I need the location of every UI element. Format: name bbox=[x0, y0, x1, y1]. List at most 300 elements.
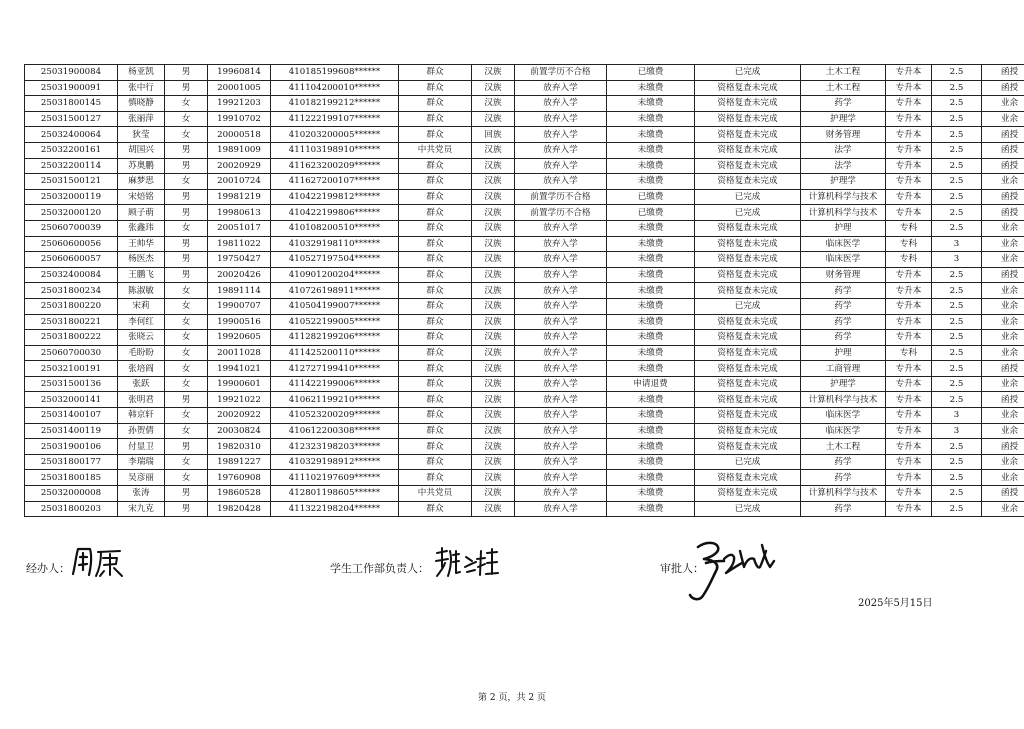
table-cell: 汉族 bbox=[472, 80, 515, 96]
table-cell: 女 bbox=[165, 423, 208, 439]
table-cell: 群众 bbox=[399, 454, 472, 470]
table-cell: 25031800222 bbox=[25, 330, 118, 346]
table-cell: 专科 bbox=[886, 220, 932, 236]
table-cell: 王帅华 bbox=[118, 236, 165, 252]
table-cell: 20020426 bbox=[208, 267, 271, 283]
table-cell: 专升本 bbox=[886, 298, 932, 314]
table-cell: 护理学 bbox=[801, 174, 886, 190]
table-cell: 411102197609****** bbox=[271, 470, 399, 486]
table-cell: 前置学历不合格 bbox=[515, 205, 607, 221]
table-cell: 25060700039 bbox=[25, 220, 118, 236]
table-cell: 张晓云 bbox=[118, 330, 165, 346]
table-cell: 男 bbox=[165, 392, 208, 408]
table-row bbox=[25, 142, 1024, 158]
table-cell: 专升本 bbox=[886, 96, 932, 112]
page-footer: 第 2 页，共 2 页 bbox=[478, 693, 546, 703]
table-cell: 未缴费 bbox=[607, 80, 695, 96]
table-row bbox=[25, 423, 1024, 439]
table-cell: 男 bbox=[165, 158, 208, 174]
table-cell: 男 bbox=[165, 486, 208, 502]
table-cell: 19820428 bbox=[208, 501, 271, 517]
table-cell: 前置学历不合格 bbox=[515, 189, 607, 205]
table-row bbox=[25, 80, 1024, 96]
table-cell: 20020922 bbox=[208, 408, 271, 424]
table-cell: 放弃入学 bbox=[515, 174, 607, 190]
table-cell: 汉族 bbox=[472, 486, 515, 502]
table-cell: 财务管理 bbox=[801, 267, 886, 283]
table-cell: 护理 bbox=[801, 345, 886, 361]
table-cell: 2.5 bbox=[932, 283, 982, 299]
table-cell: 25031400107 bbox=[25, 408, 118, 424]
table-cell: 张中行 bbox=[118, 80, 165, 96]
table-cell: 汉族 bbox=[472, 252, 515, 268]
handler-label: 经办人： bbox=[26, 562, 70, 575]
table-row bbox=[25, 314, 1024, 330]
table-cell: 女 bbox=[165, 345, 208, 361]
approval-date: 2025年5月15日 bbox=[858, 598, 933, 609]
table-cell: 412323198203****** bbox=[271, 439, 399, 455]
table-cell: 汉族 bbox=[472, 470, 515, 486]
table-cell: 2.5 bbox=[932, 267, 982, 283]
table-cell: 已完成 bbox=[695, 205, 801, 221]
table-cell: 女 bbox=[165, 283, 208, 299]
table-cell: 护理学 bbox=[801, 376, 886, 392]
table-cell: 411282199206****** bbox=[271, 330, 399, 346]
table-cell: 放弃入学 bbox=[515, 80, 607, 96]
table-cell: 2.5 bbox=[932, 330, 982, 346]
table-cell: 业余 bbox=[982, 423, 1024, 439]
table-cell: 慎晓静 bbox=[118, 96, 165, 112]
table-cell: 已缴费 bbox=[607, 65, 695, 81]
table-cell: 2.5 bbox=[932, 314, 982, 330]
table-cell: 男 bbox=[165, 252, 208, 268]
table-cell: 410621199210****** bbox=[271, 392, 399, 408]
table-cell: 专升本 bbox=[886, 330, 932, 346]
table-cell: 未缴费 bbox=[607, 439, 695, 455]
table-cell: 410329198912****** bbox=[271, 454, 399, 470]
table-cell: 未缴费 bbox=[607, 267, 695, 283]
table-cell: 女 bbox=[165, 408, 208, 424]
table-cell: 汉族 bbox=[472, 376, 515, 392]
table-cell: 2.5 bbox=[932, 392, 982, 408]
table-cell: 张涛 bbox=[118, 486, 165, 502]
table-cell: 19980613 bbox=[208, 205, 271, 221]
table-cell: 放弃入学 bbox=[515, 439, 607, 455]
table-cell: 25032400064 bbox=[25, 127, 118, 143]
table-cell: 25031800220 bbox=[25, 298, 118, 314]
table-cell: 男 bbox=[165, 205, 208, 221]
table-cell: 土木工程 bbox=[801, 65, 886, 81]
table-cell: 25031500121 bbox=[25, 174, 118, 190]
table-row bbox=[25, 392, 1024, 408]
table-cell: 25031900091 bbox=[25, 80, 118, 96]
table-cell: 3 bbox=[932, 236, 982, 252]
table-cell: 汉族 bbox=[472, 423, 515, 439]
table-cell: 放弃入学 bbox=[515, 361, 607, 377]
table-cell: 业余 bbox=[982, 252, 1024, 268]
table-cell: 专升本 bbox=[886, 361, 932, 377]
table-cell: 放弃入学 bbox=[515, 423, 607, 439]
table-cell: 未缴费 bbox=[607, 330, 695, 346]
table-cell: 放弃入学 bbox=[515, 314, 607, 330]
table-cell: 19891009 bbox=[208, 142, 271, 158]
table-cell: 25031500127 bbox=[25, 111, 118, 127]
table-cell: 顾子萌 bbox=[118, 205, 165, 221]
table-cell: 2.5 bbox=[932, 486, 982, 502]
table-cell: 3 bbox=[932, 423, 982, 439]
table-cell: 护理学 bbox=[801, 111, 886, 127]
table-cell: 25032200161 bbox=[25, 142, 118, 158]
table-cell: 25031900084 bbox=[25, 65, 118, 81]
table-cell: 资格复查未完成 bbox=[695, 408, 801, 424]
table-cell: 专升本 bbox=[886, 267, 932, 283]
table-cell: 张丽萍 bbox=[118, 111, 165, 127]
table-cell: 药学 bbox=[801, 283, 886, 299]
table-cell: 函授 bbox=[982, 361, 1024, 377]
table-cell: 汉族 bbox=[472, 392, 515, 408]
table-cell: 药学 bbox=[801, 314, 886, 330]
table-cell: 2.5 bbox=[932, 174, 982, 190]
table-cell: 群众 bbox=[399, 127, 472, 143]
table-row bbox=[25, 345, 1024, 361]
approver-label: 审批人： bbox=[660, 562, 704, 575]
table-cell: 专升本 bbox=[886, 392, 932, 408]
table-cell: 财务管理 bbox=[801, 127, 886, 143]
table-cell: 未缴费 bbox=[607, 345, 695, 361]
table-cell: 群众 bbox=[399, 65, 472, 81]
table-cell: 群众 bbox=[399, 220, 472, 236]
table-cell: 汉族 bbox=[472, 205, 515, 221]
table-cell: 2.5 bbox=[932, 361, 982, 377]
table-cell: 25032000119 bbox=[25, 189, 118, 205]
table-cell: 已完成 bbox=[695, 65, 801, 81]
table-cell: 杨亚凯 bbox=[118, 65, 165, 81]
table-cell: 2.5 bbox=[932, 439, 982, 455]
table-cell: 未缴费 bbox=[607, 127, 695, 143]
table-cell: 已缴费 bbox=[607, 205, 695, 221]
table-cell: 资格复查未完成 bbox=[695, 376, 801, 392]
table-cell: 男 bbox=[165, 439, 208, 455]
table-cell: 药学 bbox=[801, 96, 886, 112]
table-cell: 女 bbox=[165, 220, 208, 236]
table-cell: 药学 bbox=[801, 454, 886, 470]
table-row bbox=[25, 439, 1024, 455]
table-cell: 已完成 bbox=[695, 454, 801, 470]
table-cell: 2.5 bbox=[932, 376, 982, 392]
handler-signature bbox=[70, 544, 126, 584]
table-cell: 女 bbox=[165, 314, 208, 330]
table-cell: 函授 bbox=[982, 80, 1024, 96]
table-cell: 资格复查未完成 bbox=[695, 267, 801, 283]
table-cell: 群众 bbox=[399, 96, 472, 112]
table-cell: 毛盼盼 bbox=[118, 345, 165, 361]
table-cell: 资格复查未完成 bbox=[695, 142, 801, 158]
table-cell: 群众 bbox=[399, 361, 472, 377]
table-cell: 未缴费 bbox=[607, 236, 695, 252]
table-cell: 2.5 bbox=[932, 205, 982, 221]
table-row bbox=[25, 283, 1024, 299]
table-cell: 19900601 bbox=[208, 376, 271, 392]
approver-signature bbox=[684, 537, 776, 609]
table-cell: 放弃入学 bbox=[515, 252, 607, 268]
table-cell: 2.5 bbox=[932, 220, 982, 236]
table-cell: 函授 bbox=[982, 267, 1024, 283]
table-cell: 业余 bbox=[982, 376, 1024, 392]
table-cell: 放弃入学 bbox=[515, 376, 607, 392]
table-cell: 25031800185 bbox=[25, 470, 118, 486]
table-cell: 20010724 bbox=[208, 174, 271, 190]
table-cell: 临床医学 bbox=[801, 408, 886, 424]
table-cell: 资格复查未完成 bbox=[695, 236, 801, 252]
table-cell: 资格复查未完成 bbox=[695, 283, 801, 299]
table-cell: 临床医学 bbox=[801, 423, 886, 439]
table-cell: 未缴费 bbox=[607, 361, 695, 377]
table-cell: 放弃入学 bbox=[515, 392, 607, 408]
table-cell: 专升本 bbox=[886, 439, 932, 455]
table-cell: 群众 bbox=[399, 330, 472, 346]
table-cell: 放弃入学 bbox=[515, 236, 607, 252]
table-cell: 411425200110****** bbox=[271, 345, 399, 361]
table-cell: 计算机科学与技术 bbox=[801, 392, 886, 408]
table-cell: 资格复查未完成 bbox=[695, 158, 801, 174]
table-cell: 业余 bbox=[982, 501, 1024, 517]
table-cell: 女 bbox=[165, 127, 208, 143]
table-cell: 410504199007****** bbox=[271, 298, 399, 314]
table-row bbox=[25, 376, 1024, 392]
table-cell: 专升本 bbox=[886, 111, 932, 127]
table-cell: 放弃入学 bbox=[515, 142, 607, 158]
table-cell: 汉族 bbox=[472, 439, 515, 455]
table-cell: 未缴费 bbox=[607, 283, 695, 299]
table-row bbox=[25, 267, 1024, 283]
table-cell: 吴彦丽 bbox=[118, 470, 165, 486]
table-cell: 函授 bbox=[982, 439, 1024, 455]
table-cell: 群众 bbox=[399, 314, 472, 330]
table-cell: 20011028 bbox=[208, 345, 271, 361]
table-cell: 汉族 bbox=[472, 111, 515, 127]
table-cell: 函授 bbox=[982, 189, 1024, 205]
table-cell: 专升本 bbox=[886, 423, 932, 439]
table-cell: 2.5 bbox=[932, 501, 982, 517]
table-cell: 25031900106 bbox=[25, 439, 118, 455]
table-cell: 群众 bbox=[399, 423, 472, 439]
table-cell: 女 bbox=[165, 470, 208, 486]
table-cell: 群众 bbox=[399, 205, 472, 221]
table-cell: 函授 bbox=[982, 392, 1024, 408]
table-row bbox=[25, 236, 1024, 252]
table-cell: 业余 bbox=[982, 236, 1024, 252]
table-cell: 汉族 bbox=[472, 158, 515, 174]
table-cell: 宋九克 bbox=[118, 501, 165, 517]
table-cell: 群众 bbox=[399, 80, 472, 96]
table-row bbox=[25, 174, 1024, 190]
table-row bbox=[25, 158, 1024, 174]
table-cell: 专科 bbox=[886, 236, 932, 252]
table-cell: 专升本 bbox=[886, 376, 932, 392]
table-cell: 中共党员 bbox=[399, 486, 472, 502]
table-cell: 男 bbox=[165, 267, 208, 283]
table-cell: 25031400119 bbox=[25, 423, 118, 439]
table-cell: 未缴费 bbox=[607, 298, 695, 314]
table-cell: 放弃入学 bbox=[515, 486, 607, 502]
table-cell: 汉族 bbox=[472, 283, 515, 299]
table-row bbox=[25, 470, 1024, 486]
table-cell: 资格复查未完成 bbox=[695, 111, 801, 127]
table-cell: 放弃入学 bbox=[515, 220, 607, 236]
student-affairs-signature bbox=[433, 545, 499, 583]
table-cell: 药学 bbox=[801, 330, 886, 346]
table-cell: 中共党员 bbox=[399, 142, 472, 158]
table-cell: 资格复查未完成 bbox=[695, 392, 801, 408]
table-cell: 2.5 bbox=[932, 470, 982, 486]
table-row bbox=[25, 486, 1024, 502]
table-cell: 2.5 bbox=[932, 158, 982, 174]
table-cell: 25031800145 bbox=[25, 96, 118, 112]
table-cell: 汉族 bbox=[472, 454, 515, 470]
table-cell: 放弃入学 bbox=[515, 127, 607, 143]
table-cell: 汉族 bbox=[472, 189, 515, 205]
table-cell: 411623200209****** bbox=[271, 158, 399, 174]
table-cell: 土木工程 bbox=[801, 80, 886, 96]
table-cell: 专升本 bbox=[886, 189, 932, 205]
table-cell: 410329198110****** bbox=[271, 236, 399, 252]
table-cell: 未缴费 bbox=[607, 96, 695, 112]
table-cell: 群众 bbox=[399, 470, 472, 486]
table-cell: 未缴费 bbox=[607, 486, 695, 502]
table-cell: 25032000120 bbox=[25, 205, 118, 221]
table-cell: 19891114 bbox=[208, 283, 271, 299]
table-cell: 男 bbox=[165, 65, 208, 81]
table-cell: 业余 bbox=[982, 454, 1024, 470]
table-cell: 群众 bbox=[399, 408, 472, 424]
table-cell: 汉族 bbox=[472, 314, 515, 330]
table-cell: 王鹏飞 bbox=[118, 267, 165, 283]
table-cell: 25031800221 bbox=[25, 314, 118, 330]
table-cell: 放弃入学 bbox=[515, 298, 607, 314]
table-cell: 25060700030 bbox=[25, 345, 118, 361]
table-cell: 411103198910****** bbox=[271, 142, 399, 158]
table-cell: 付显卫 bbox=[118, 439, 165, 455]
student-affairs-label: 学生工作部负责人： bbox=[330, 562, 429, 575]
table-row bbox=[25, 65, 1024, 81]
table-cell: 群众 bbox=[399, 501, 472, 517]
table-cell: 411422199006****** bbox=[271, 376, 399, 392]
table-cell: 2.5 bbox=[932, 80, 982, 96]
table-cell: 19811022 bbox=[208, 236, 271, 252]
table-cell: 申请退费 bbox=[607, 376, 695, 392]
table-cell: 专科 bbox=[886, 252, 932, 268]
table-cell: 25060600057 bbox=[25, 252, 118, 268]
table-cell: 函授 bbox=[982, 158, 1024, 174]
table-cell: 专升本 bbox=[886, 80, 932, 96]
table-cell: 男 bbox=[165, 501, 208, 517]
table-cell: 群众 bbox=[399, 236, 472, 252]
table-cell: 群众 bbox=[399, 252, 472, 268]
table-cell: 宋焙铭 bbox=[118, 189, 165, 205]
table-cell: 法学 bbox=[801, 158, 886, 174]
table-cell: 25031500136 bbox=[25, 376, 118, 392]
table-cell: 放弃入学 bbox=[515, 454, 607, 470]
table-cell: 张培阎 bbox=[118, 361, 165, 377]
table-row bbox=[25, 220, 1024, 236]
table-cell: 410522199005****** bbox=[271, 314, 399, 330]
table-cell: 汉族 bbox=[472, 236, 515, 252]
table-cell: 411222199107****** bbox=[271, 111, 399, 127]
table-cell: 群众 bbox=[399, 345, 472, 361]
table-cell: 19941021 bbox=[208, 361, 271, 377]
table-cell: 410422199806****** bbox=[271, 205, 399, 221]
table-cell: 412801198605****** bbox=[271, 486, 399, 502]
table-cell: 412727199410****** bbox=[271, 361, 399, 377]
table-cell: 411322198204****** bbox=[271, 501, 399, 517]
table-cell: 资格复查未完成 bbox=[695, 174, 801, 190]
table-cell: 未缴费 bbox=[607, 501, 695, 517]
table-cell: 19920605 bbox=[208, 330, 271, 346]
table-cell: 资格复查未完成 bbox=[695, 127, 801, 143]
table-cell: 放弃入学 bbox=[515, 158, 607, 174]
table-cell: 女 bbox=[165, 96, 208, 112]
table-row bbox=[25, 111, 1024, 127]
table-cell: 女 bbox=[165, 330, 208, 346]
table-cell: 25032100191 bbox=[25, 361, 118, 377]
table-cell: 已缴费 bbox=[607, 189, 695, 205]
table-cell: 未缴费 bbox=[607, 252, 695, 268]
table-cell: 资格复查未完成 bbox=[695, 470, 801, 486]
table-cell: 19921022 bbox=[208, 392, 271, 408]
table-row bbox=[25, 252, 1024, 268]
table-cell: 群众 bbox=[399, 392, 472, 408]
table-cell: 410185199608****** bbox=[271, 65, 399, 81]
table-cell: 25032000141 bbox=[25, 392, 118, 408]
table-cell: 杨医杰 bbox=[118, 252, 165, 268]
table-cell: 19891227 bbox=[208, 454, 271, 470]
table-cell: 业余 bbox=[982, 470, 1024, 486]
table-cell: 男 bbox=[165, 236, 208, 252]
table-cell: 410108200510****** bbox=[271, 220, 399, 236]
table-cell: 25031800203 bbox=[25, 501, 118, 517]
table-cell: 未缴费 bbox=[607, 220, 695, 236]
table-cell: 男 bbox=[165, 80, 208, 96]
table-cell: 业余 bbox=[982, 330, 1024, 346]
table-cell: 计算机科学与技术 bbox=[801, 205, 886, 221]
table-cell: 孙贺倩 bbox=[118, 423, 165, 439]
table-cell: 19900516 bbox=[208, 314, 271, 330]
table-cell: 410527197504****** bbox=[271, 252, 399, 268]
table-cell: 函授 bbox=[982, 127, 1024, 143]
table-cell: 业余 bbox=[982, 174, 1024, 190]
table-cell: 李瑞瑞 bbox=[118, 454, 165, 470]
table-cell: 汉族 bbox=[472, 96, 515, 112]
table-cell: 放弃入学 bbox=[515, 283, 607, 299]
table-cell: 20000518 bbox=[208, 127, 271, 143]
table-cell: 汉族 bbox=[472, 345, 515, 361]
table-cell: 25060600056 bbox=[25, 236, 118, 252]
table-cell: 业余 bbox=[982, 345, 1024, 361]
table-cell: 2.5 bbox=[932, 111, 982, 127]
table-cell: 19820310 bbox=[208, 439, 271, 455]
table-cell: 专升本 bbox=[886, 486, 932, 502]
table-cell: 汉族 bbox=[472, 298, 515, 314]
table-cell: 药学 bbox=[801, 501, 886, 517]
table-cell: 函授 bbox=[982, 205, 1024, 221]
table-cell: 411627200107****** bbox=[271, 174, 399, 190]
table-cell: 函授 bbox=[982, 65, 1024, 81]
table-cell: 2.5 bbox=[932, 454, 982, 470]
table-cell: 资格复查未完成 bbox=[695, 486, 801, 502]
table-cell: 410612200308****** bbox=[271, 423, 399, 439]
table-cell: 业余 bbox=[982, 314, 1024, 330]
table-cell: 2.5 bbox=[932, 142, 982, 158]
